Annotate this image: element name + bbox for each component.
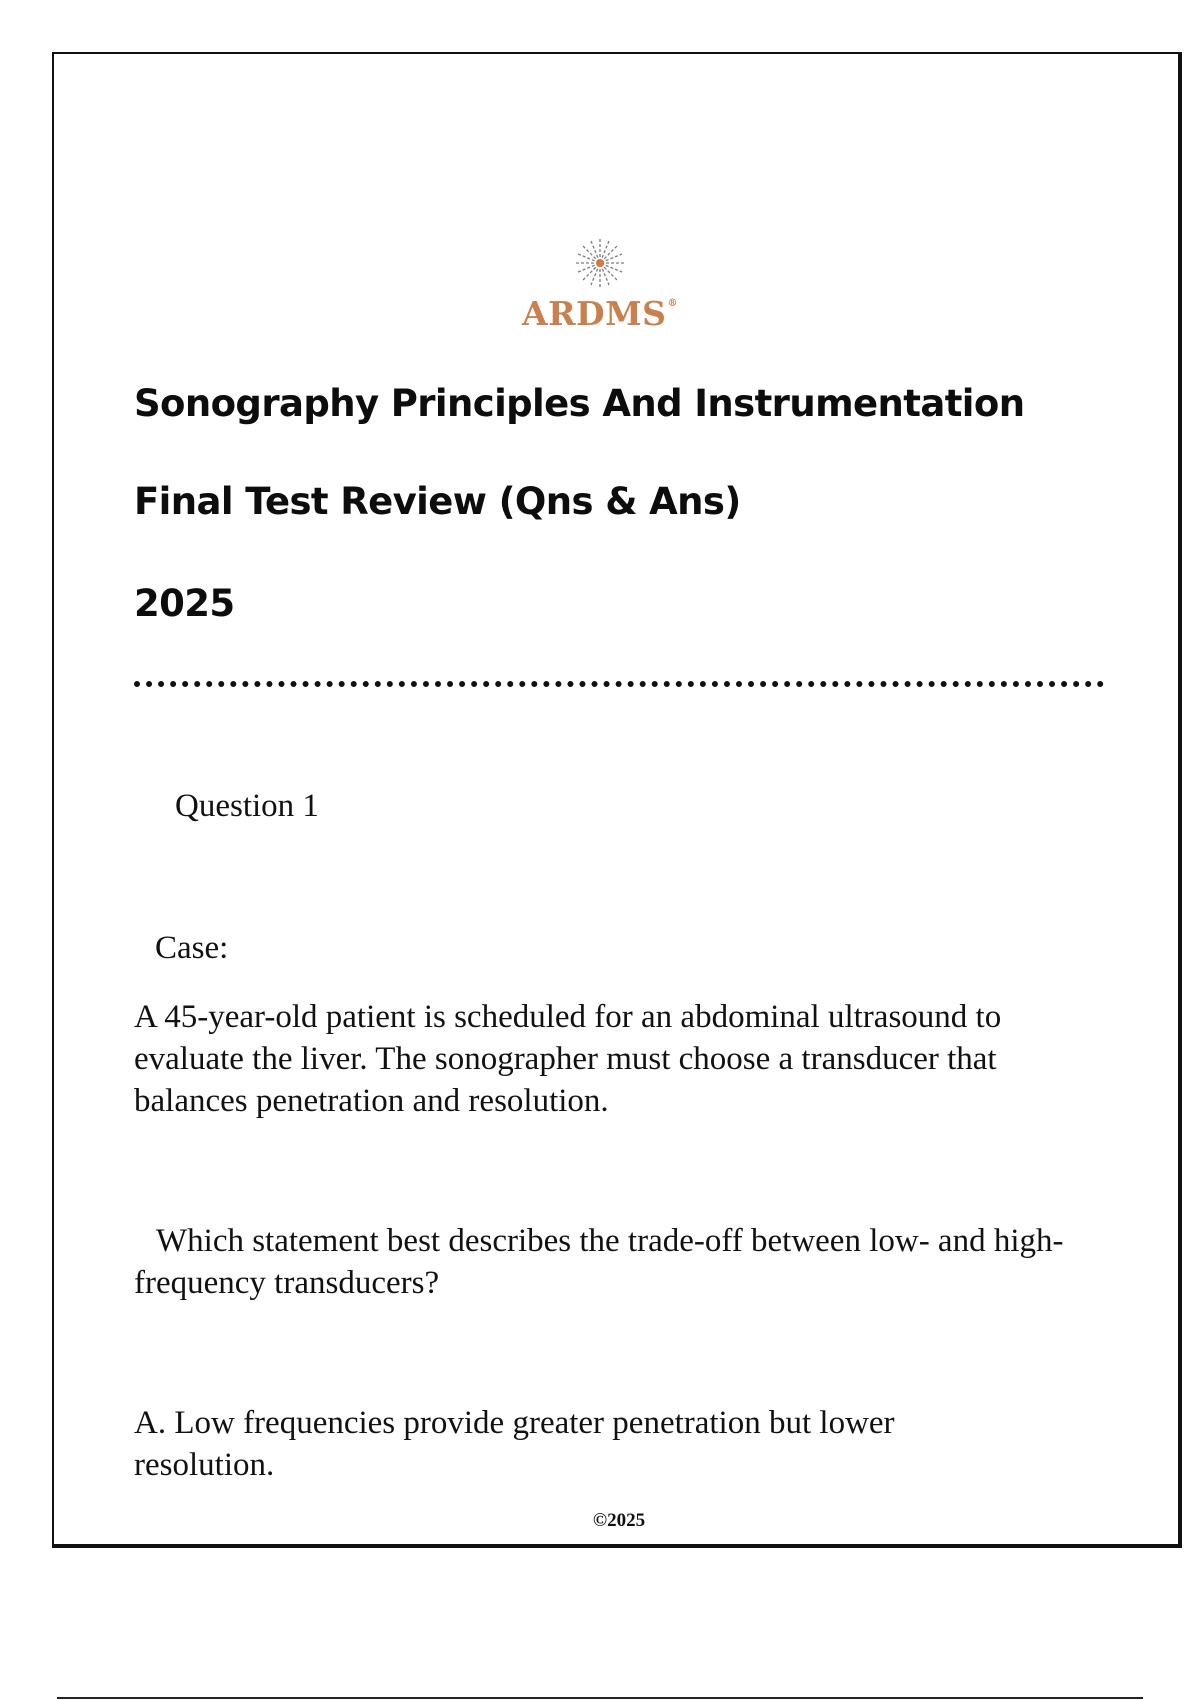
- logo-wordmark: ARDMS®: [521, 294, 678, 333]
- case-text: A 45-year-old patient is scheduled for an abdominal ultrasound to evaluate the liver. The sonographer must choose a transducer that balances penetration and resolution.: [134, 999, 1002, 1119]
- ardms-logo: [0, 236, 1200, 333]
- starburst-icon: [572, 236, 628, 290]
- title-line-2: Final Test Review (Qns & Ans): [134, 480, 741, 523]
- title-line-1: Sonography Principles And Instrumentation: [134, 382, 1025, 425]
- case-label: Case:: [155, 930, 229, 966]
- copyright-footer: ©2025: [592, 1510, 646, 1531]
- dotted-divider: [134, 681, 1104, 687]
- title-year: 2025: [134, 582, 235, 625]
- registered-mark: ®: [667, 298, 678, 309]
- question-label: Question 1: [175, 788, 319, 824]
- question-prompt: Which statement best describes the trade-off between low- and high-frequency transducers?: [134, 1223, 1064, 1301]
- answer-option-a: A. Low frequencies provide greater penetration but lower resolution.: [134, 1405, 895, 1483]
- bottom-rule: [57, 1697, 1143, 1699]
